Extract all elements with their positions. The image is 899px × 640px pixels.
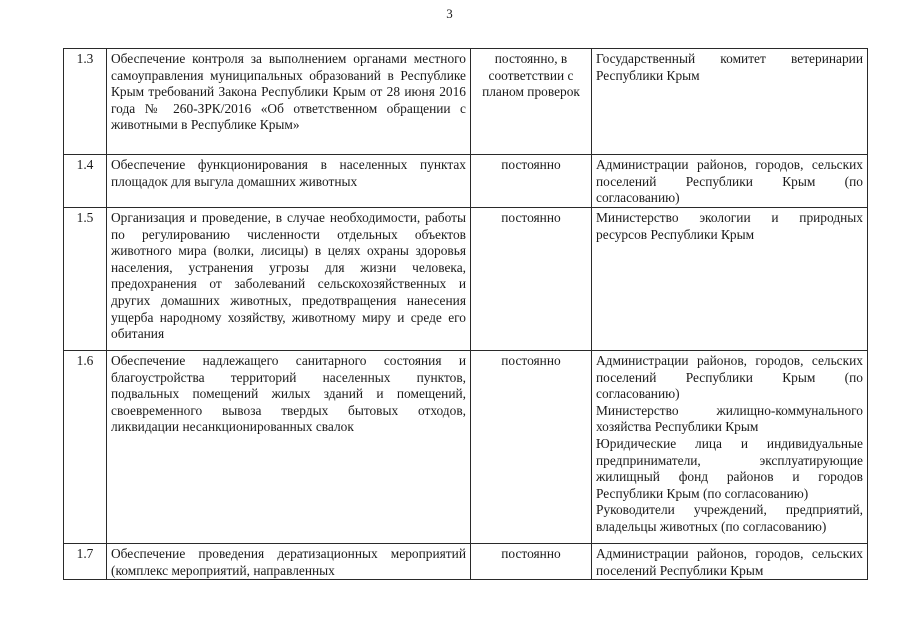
responsible-cell (592, 49, 868, 155)
term-cell: постоянно (471, 351, 592, 544)
responsible-entry: Государственный комитет ветеринарии Республики Крым (596, 51, 863, 83)
table-row (64, 49, 868, 155)
responsible-entry: Руководители учреждений, предприятий, владельцы животных (по согласованию) (596, 502, 863, 534)
responsible-cell (592, 155, 868, 208)
table-row (64, 208, 868, 351)
responsible-entry: Министерство жилищно-коммунального хозяйства Республики Крым (596, 402, 863, 435)
activity-cell: Обеспечение проведения дератизационных мероприятий (комплекс мероприятий, направленных (107, 544, 471, 580)
activity-cell: Организация и проведение, в случае необходимости, работы по регулированию численности отдельных объектов животного мира (волки, лисицы) в целях охраны здоровья населения, устранения угрозы для жизни человека, предохранения от заболеваний сельскохозяйственных и других домашних животных, предотвращения нанесения ущерба народному хозяйству, животному миру и среде его обитания (107, 208, 471, 351)
row-number: 1.4 (64, 155, 107, 208)
activity-cell: Обеспечение функционирования в населенных пунктах площадок для выгула домашних животных (107, 155, 471, 208)
responsible-cell (592, 208, 868, 351)
term-cell: постоянно (471, 155, 592, 208)
responsible-entry: Администрации районов, городов, сельских поселений Республики Крым (596, 546, 863, 578)
term-cell: постоянно (471, 208, 592, 351)
activity-cell: Обеспечение надлежащего санитарного состояния и благоустройства территорий населенных пунктов, подвальных помещений жилых зданий и помещений, своевременного вывоза твердых бытовых отходов, ликвидации несанкционированных свалок (107, 351, 471, 544)
responsible-cell (592, 351, 868, 544)
row-number: 1.6 (64, 351, 107, 544)
responsible-entry: Администрации районов, городов, сельских поселений Республики Крым (по согласованию) (596, 157, 863, 206)
responsible-entry: Юридические лица и индивидуальные предприниматели, эксплуатирующие жилищный фонд районов и городов Республики Крым (по согласованию) (596, 435, 863, 501)
table-row (64, 155, 868, 208)
activity-cell: Обеспечение контроля за выполнением органами местного самоуправления муниципальных образований в Республике Крым требований Закона Республики Крым от 28 июня 2016 года № 260-ЗРК/2016 «Об ответственном обращении с животными в Республике Крым» (107, 49, 471, 155)
table-row (64, 544, 868, 580)
page-number: 3 (446, 6, 453, 21)
table-row (64, 351, 868, 544)
responsible-entry: Администрации районов, городов, сельских поселений Республики Крым (по согласованию) (596, 353, 863, 402)
row-number: 1.7 (64, 544, 107, 580)
row-number: 1.3 (64, 49, 107, 155)
responsible-cell (592, 544, 868, 580)
row-number: 1.5 (64, 208, 107, 351)
term-cell: постоянно, в соответствии с планом проверок (471, 49, 592, 155)
responsible-entry: Министерство экологии и природных ресурсов Республики Крым (596, 210, 863, 242)
measures-table (63, 48, 868, 580)
term-cell: постоянно (471, 544, 592, 580)
